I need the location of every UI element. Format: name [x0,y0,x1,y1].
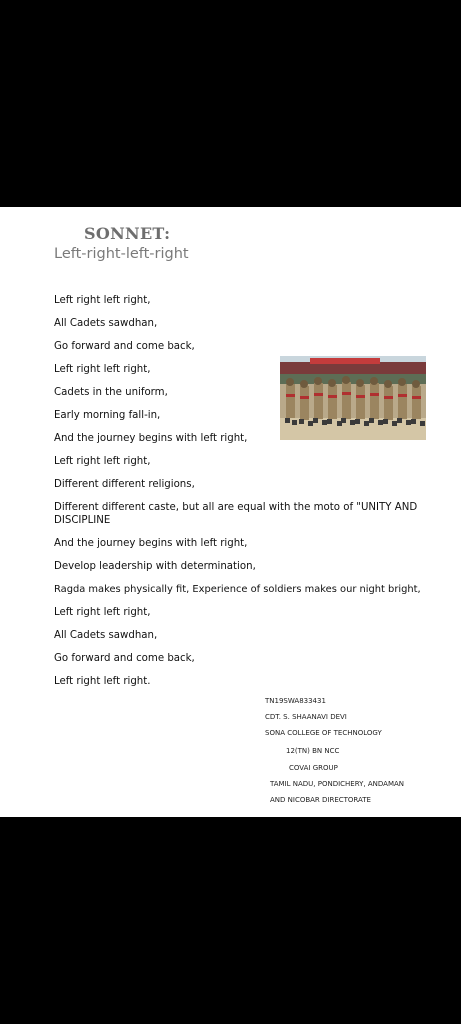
poem-line: Left right left right, [54,456,151,467]
signature-line: TN19SWA833431 [265,697,326,705]
poem-line: Cadets in the uniform, [54,387,168,398]
poem-line: All Cadets sawdhan, [54,318,158,329]
poem-line: Different different caste, but all are equal with the moto of "UNITY AND DISCIPLINE [54,502,418,526]
poem-line: Go forward and come back, [54,653,195,664]
signature-line: COVAI GROUP [289,764,338,772]
poem-line: Left right left right, [54,295,151,306]
signature-line: CDT. S. SHAANAVI DEVI [265,713,347,721]
poem-line: And the journey begins with left right, [54,433,248,444]
poem-line: Ragda makes physically fit, Experience of soldiers makes our night bright, [54,584,421,595]
poem-line: Left right left right, [54,364,151,375]
signature-line: TAMIL NADU, PONDICHERY, ANDAMAN [270,780,405,788]
poem-body [54,294,434,698]
signature-line: AND NICOBAR DIRECTORATE [270,796,371,804]
poem-line: Left right left right. [54,676,151,687]
sonnet-subtitle: Left-right-left-right [54,246,189,262]
document-page [0,207,461,817]
signature-line: 12(TN) BN NCC [286,747,340,755]
poem-line: All Cadets sawdhan, [54,630,158,641]
cadets-parade-photo [280,356,426,440]
sonnet-title: SONNET: [84,224,171,243]
poem-line: Different different religions, [54,479,195,490]
poem-line: Develop leadership with determination, [54,561,256,572]
poem-line: Go forward and come back, [54,341,195,352]
poem-line: Left right left right, [54,607,151,618]
poem-line: And the journey begins with left right, [54,538,248,549]
signature-line: SONA COLLEGE OF TECHNOLOGY [265,729,382,737]
poem-line: Early morning fall-in, [54,410,161,421]
